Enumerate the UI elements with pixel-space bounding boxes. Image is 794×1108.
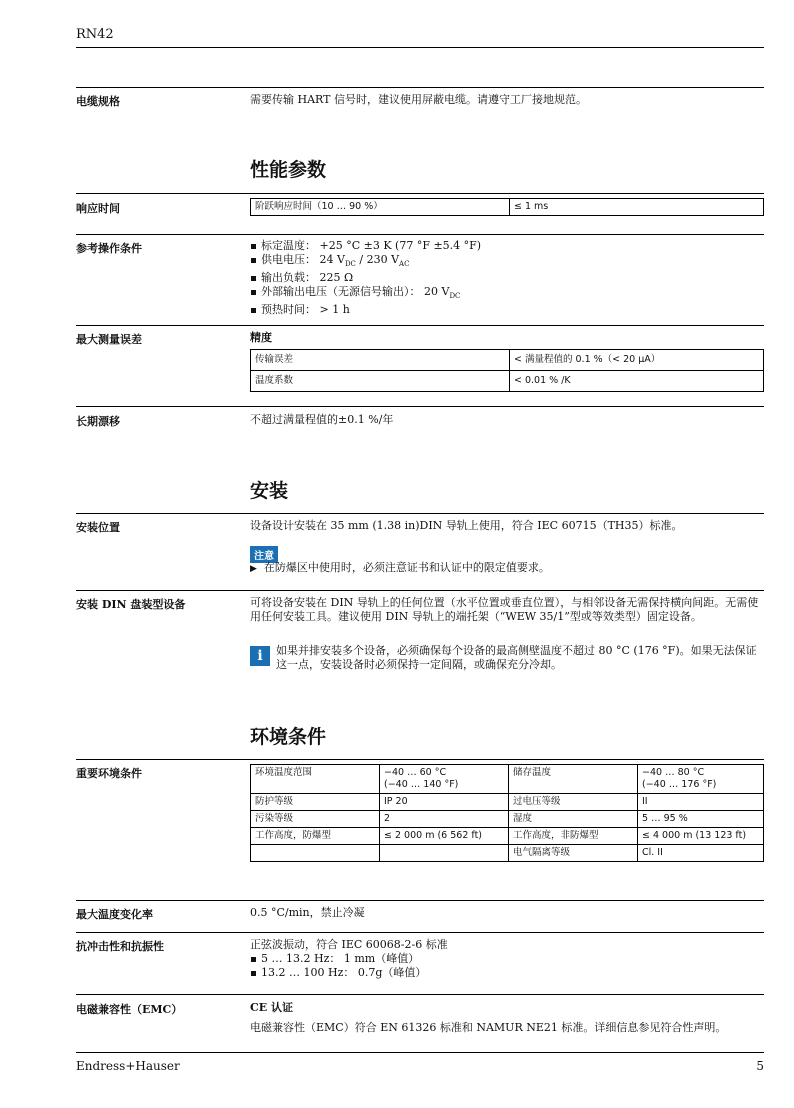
- table-cell: 电气隔离等级: [509, 845, 638, 862]
- list-item: 预热时间： > 1 h: [250, 303, 764, 317]
- cable-text: 需要传输 HART 信号时，建议使用屏蔽电缆。请遵守工厂接地规范。: [250, 93, 587, 106]
- temp-rate-label: 最大温度变化率: [76, 908, 153, 921]
- environment-table: [250, 764, 764, 862]
- din-label: 安装 DIN 盘装型设备: [76, 598, 186, 611]
- section-title-installation: 安装: [250, 480, 289, 502]
- divider: [76, 406, 764, 407]
- table-cell: Cl. II: [638, 845, 764, 862]
- table-cell: 工作高度，非防爆型: [509, 828, 638, 845]
- table-cell: [380, 845, 509, 862]
- list-item: 输出负载： 225 Ω: [250, 271, 764, 285]
- table-cell: 防护等级: [251, 794, 380, 811]
- divider: [76, 87, 764, 88]
- accuracy-table: [250, 349, 764, 392]
- table-cell: 阶跃响应时间（10 … 90 %）: [251, 199, 510, 216]
- divider: [76, 325, 764, 326]
- table-row: [251, 794, 764, 811]
- table-cell: II: [638, 794, 764, 811]
- list-item: 标定温度： +25 °C ±3 K (77 °F ±5.4 °F): [250, 239, 764, 253]
- footer-rule: [76, 1052, 764, 1053]
- footer-brand: Endress+Hauser: [76, 1059, 180, 1073]
- divider: [76, 193, 764, 194]
- page-number: 5: [756, 1059, 764, 1073]
- divider: [76, 513, 764, 514]
- emc-text: 电磁兼容性（EMC）符合 EN 61326 标准和 NAMUR NE21 标准。详细信息参见符合性声明。: [250, 1021, 727, 1034]
- drift-text: 不超过满量程值的±0.1 %/年: [250, 413, 394, 426]
- table-cell: < 0.01 % /K: [510, 371, 764, 392]
- document-id: RN42: [76, 27, 114, 42]
- table-cell: ≤ 4 000 m (13 123 ft): [638, 828, 764, 845]
- table-cell: 储存温度: [509, 765, 638, 794]
- table-cell: < 满量程值的 0.1 %（< 20 µA）: [510, 350, 764, 371]
- header-rule: [76, 47, 764, 48]
- table-row: [251, 371, 764, 392]
- divider: [76, 994, 764, 995]
- divider: [76, 932, 764, 933]
- accuracy-heading: 精度: [250, 331, 272, 344]
- list-item: 13.2 … 100 Hz： 0.7g（峰值）: [250, 966, 764, 980]
- table-row: [251, 828, 764, 845]
- list-item: 外部输出电压（无源信号输出）： 20 $V_{DC}$: [250, 285, 764, 303]
- table-cell: 湿度: [509, 811, 638, 828]
- max-error-label: 最大测量误差: [76, 333, 142, 346]
- table-cell: −40 … 60 °C (−40 … 140 °F): [380, 765, 509, 794]
- response-label: 响应时间: [76, 202, 120, 215]
- list-item: 供电电压： 24 $V_{DC} / 230$ $V_{AC}$: [250, 253, 764, 271]
- position-text: 设备设计安装在 35 mm (1.38 in)DIN 导轨上使用，符合 IEC 60715（TH35）标准。: [250, 519, 683, 532]
- din-info-text: 如果并排安装多个设备，必须确保每个设备的最高侧壁温度不超过 80 °C (176 °F)。如果无法保证这一点，安装设备时必须保持一定间隔，或确保充分冷却。: [276, 644, 757, 671]
- position-label: 安装位置: [76, 521, 120, 534]
- table-cell: 污染等级: [251, 811, 380, 828]
- section-title-performance: 性能参数: [250, 159, 327, 181]
- notice-item: ▶ 在防爆区中使用时，必须注意证书和认证中的限定值要求。: [250, 561, 550, 574]
- din-text: 可将设备安装在 DIN 导轨上的任何位置（水平位置或垂直位置），与相邻设备无需保持横向间距。无需使用任何安装工具。建议使用 DIN 导轨上的端托架（“WEW 35/1”型或等效类型）固定设备。: [250, 596, 759, 623]
- reference-list: [250, 239, 764, 317]
- arrow-icon: ▶: [250, 564, 257, 574]
- response-table: [250, 198, 764, 216]
- table-row: [251, 811, 764, 828]
- temp-rate-text: 0.5 °C/min，禁止冷凝: [250, 906, 365, 919]
- table-cell: [251, 845, 380, 862]
- reference-label: 参考操作条件: [76, 242, 142, 255]
- table-cell: 传输误差: [251, 350, 510, 371]
- cable-label: 电缆规格: [76, 95, 120, 108]
- table-cell: IP 20: [380, 794, 509, 811]
- table-row: [251, 199, 764, 216]
- list-item: 5 … 13.2 Hz： 1 mm（峰值）: [250, 952, 764, 966]
- section-title-environment: 环境条件: [250, 726, 327, 748]
- shock-label: 抗冲击性和抗振性: [76, 940, 164, 953]
- table-cell: −40 … 80 °C (−40 … 176 °F): [638, 765, 764, 794]
- divider: [76, 759, 764, 760]
- table-cell: 工作高度，防爆型: [251, 828, 380, 845]
- table-cell: 2: [380, 811, 509, 828]
- table-cell: 温度系数: [251, 371, 510, 392]
- table-row: [251, 765, 764, 794]
- table-cell: 5 … 95 %: [638, 811, 764, 828]
- notice-badge: 注意: [250, 546, 278, 563]
- shock-text: 正弦波振动，符合 IEC 60068-2-6 标准: [250, 938, 448, 951]
- table-row: [251, 845, 764, 862]
- emc-label: 电磁兼容性（EMC）: [76, 1003, 183, 1016]
- divider: [76, 900, 764, 901]
- drift-label: 长期漂移: [76, 415, 120, 428]
- table-cell: ≤ 1 ms: [510, 199, 764, 216]
- shock-list: [250, 952, 764, 980]
- divider: [76, 590, 764, 591]
- table-cell: 环境温度范围: [251, 765, 380, 794]
- table-row: [251, 350, 764, 371]
- table-cell: 过电压等级: [509, 794, 638, 811]
- info-icon: i: [250, 646, 270, 666]
- emc-heading: CE 认证: [250, 1001, 293, 1014]
- table-cell: ≤ 2 000 m (6 562 ft): [380, 828, 509, 845]
- divider: [76, 234, 764, 235]
- important-label: 重要环境条件: [76, 767, 142, 780]
